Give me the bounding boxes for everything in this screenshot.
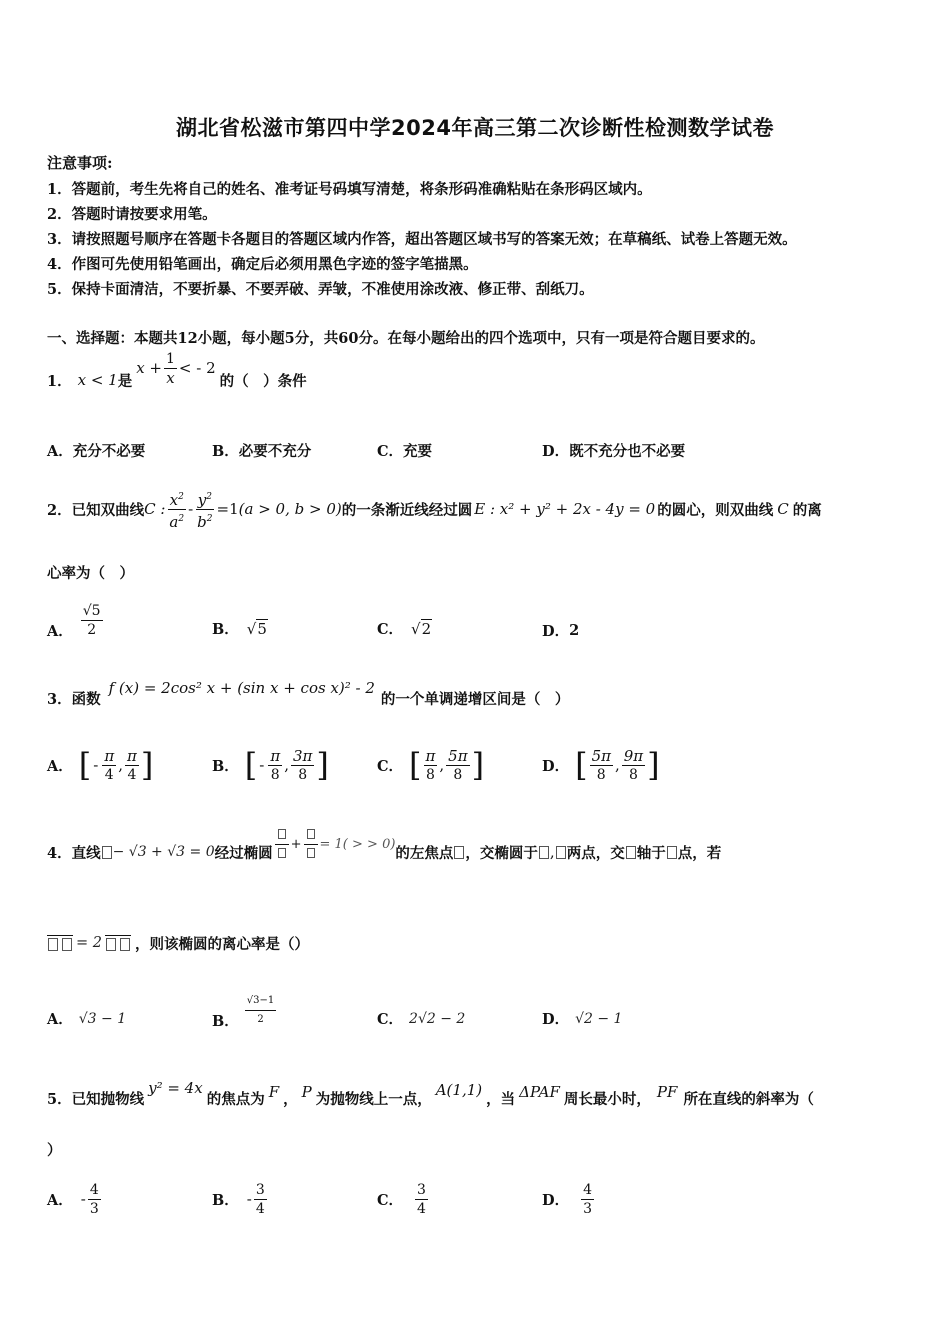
question-text: ， bbox=[283, 1090, 298, 1108]
option-c[interactable]: C． 2√2 − 2 bbox=[377, 1010, 466, 1028]
notice-item: 3．请按照题号顺序在答题卡各题目的答题区域内作答，超出答题区域书写的答案无效；在草稿纸、试卷上答题无效。 bbox=[47, 231, 797, 248]
option-c[interactable]: C． 充要 bbox=[377, 443, 433, 460]
question-text: 的左焦点 bbox=[395, 844, 454, 862]
question-text: 已知抛物线 bbox=[71, 1090, 145, 1108]
question-text: 的一个单调递增区间是（ ） bbox=[380, 690, 570, 708]
option-c[interactable]: C． [ $\frac{\pi}{8}$ , $\frac{5\pi}{8}$ ] bbox=[377, 746, 485, 784]
math-fraction: $\frac{x^2}{a^2}$ bbox=[167, 488, 186, 531]
question-text: 已知双曲线 bbox=[71, 501, 145, 519]
math-condition: (a > 0, b > 0) bbox=[238, 500, 342, 518]
question-text: 周长最小时， bbox=[563, 1090, 651, 1108]
option-d[interactable]: D． 2 bbox=[542, 622, 580, 640]
option-c[interactable]: C． $\frac{3}{4}$ bbox=[377, 1181, 426, 1217]
option-a[interactable]: A． √3 − 1 bbox=[47, 1010, 127, 1028]
option-b[interactable]: B． $\frac{√3-1}{2}$ bbox=[212, 990, 278, 1030]
question-text: ，交椭圆于 bbox=[465, 844, 538, 862]
option-a[interactable]: A． - $\frac{4}{3}$ bbox=[47, 1181, 99, 1217]
section-heading: 一、选择题：本题共12小题，每小题5分，共60分。在每小题给出的四个选项中，只有一项是符合题目要求的。 bbox=[47, 330, 765, 347]
notice-item: 1．答题前，考生先将自己的姓名、准考证号码填写清楚，将条形码准确粘贴在条形码区域内。 bbox=[47, 181, 652, 198]
notice-item: 5．保持卡面清洁，不要折暴、不要弄破、弄皱，不准使用涂改液、修正带、刮纸刀。 bbox=[47, 281, 594, 298]
question-4-continued bbox=[47, 925, 309, 961]
question-5-continued bbox=[47, 1139, 62, 1160]
math-expression: =1 bbox=[216, 500, 239, 518]
question-text: ，当 bbox=[486, 1090, 516, 1108]
option-b[interactable]: B． - $\frac{3}{4}$ bbox=[212, 1181, 265, 1217]
math-expression: ΔPAF bbox=[519, 1083, 560, 1101]
math-expression: < - 2 bbox=[178, 359, 216, 377]
question-text: 的一条渐近线经过圆 bbox=[341, 501, 473, 519]
question-text: 的圆心，则双曲线 bbox=[657, 501, 774, 519]
math-expression: C : bbox=[144, 500, 166, 518]
question-2 bbox=[47, 482, 822, 536]
question-text: ） bbox=[47, 1142, 62, 1159]
question-text: 心率为（ ） bbox=[47, 565, 134, 582]
question-text: 轴于 bbox=[636, 844, 666, 862]
question-number: 5． bbox=[47, 1090, 72, 1108]
question-text: 点，若 bbox=[677, 844, 722, 862]
math-symbol: C bbox=[777, 500, 789, 518]
math-symbol: P bbox=[301, 1083, 312, 1101]
question-number: 4． bbox=[47, 844, 72, 862]
option-d[interactable]: D． $\frac{4}{3}$ bbox=[542, 1181, 592, 1217]
option-d[interactable]: D． [ $\frac{5\pi}{8}$ , $\frac{9\pi}{8}$ ] bbox=[542, 746, 660, 784]
math-operator: - bbox=[188, 500, 194, 518]
question-text: 的离 bbox=[792, 501, 822, 519]
question-text: ，则该椭圆的离心率是（） bbox=[134, 935, 309, 953]
option-b[interactable]: B． √5 bbox=[212, 619, 267, 638]
option-b[interactable]: B． [ - $\frac{\pi}{8}$ , $\frac{3\pi}{8}$ ] bbox=[212, 746, 329, 784]
option-d[interactable]: D． 既不充分也不必要 bbox=[542, 443, 686, 460]
question-text: 函数 bbox=[71, 690, 101, 708]
math-expression: A(1,1) bbox=[435, 1081, 483, 1099]
notice-heading: 注意事项: bbox=[47, 154, 113, 172]
option-b[interactable]: B． 必要不充分 bbox=[212, 443, 312, 460]
math-expression: − √3 + √3 = 0 bbox=[112, 844, 215, 860]
question-text: 两点，交 bbox=[566, 844, 625, 862]
notice-item: 2．答题时请按要求用笔。 bbox=[47, 206, 217, 223]
option-c[interactable]: C． √2 bbox=[377, 619, 432, 638]
question-number: 2． bbox=[47, 501, 72, 519]
math-expression: x + bbox=[136, 359, 162, 377]
math-expression: E : x² + y² + 2x - 4y = 0 bbox=[474, 500, 656, 518]
math-symbol: F bbox=[268, 1083, 280, 1101]
question-5 bbox=[47, 1076, 814, 1120]
question-text: 为抛物线上一点， bbox=[315, 1090, 432, 1108]
page-title: 湖北省松滋市第四中学2024年高三第二次诊断性检测数学试卷 bbox=[176, 116, 774, 140]
math-expression: = 1( > > 0) bbox=[319, 836, 396, 852]
math-expression: y² = 4x bbox=[148, 1079, 203, 1097]
question-number: 3． bbox=[47, 690, 72, 708]
question-text: 是 bbox=[117, 372, 133, 390]
math-fraction: $\frac{1}{x}$ bbox=[166, 350, 175, 387]
question-text: 的焦点为 bbox=[206, 1090, 265, 1108]
question-number: 1． bbox=[47, 372, 72, 390]
question-3 bbox=[47, 680, 569, 716]
math-fraction: $\frac{y^2}{b^2}$ bbox=[195, 488, 214, 531]
math-expression: = 2 bbox=[76, 935, 102, 951]
question-text: 直线 bbox=[71, 844, 101, 862]
question-text: 所在直线的斜率为（ bbox=[683, 1090, 814, 1108]
option-a[interactable]: A． 充分不必要 bbox=[47, 443, 146, 460]
notice-item: 4．作图可先使用铅笔画出，确定后必须用黑色字迹的签字笔描黑。 bbox=[47, 256, 478, 273]
math-condition: x < 1 bbox=[77, 371, 118, 389]
option-a[interactable]: A． [ - $\frac{\pi}{4}$ , $\frac{\pi}{4}$ ] bbox=[47, 746, 154, 784]
question-text: 的（ ）条件 bbox=[219, 372, 307, 390]
question-2-continued bbox=[47, 562, 134, 583]
option-a[interactable]: A． $\frac{√5}{2}$ bbox=[47, 602, 101, 640]
question-1 bbox=[47, 350, 307, 402]
math-symbol: PF bbox=[656, 1083, 678, 1101]
math-expression: f (x) = 2cos² x + (sin x + cos x)² - 2 bbox=[108, 679, 375, 697]
option-d[interactable]: D． √2 − 1 bbox=[542, 1010, 623, 1028]
question-4: 4． 直线 − √3 + √3 = 0 经过椭圆 + = 1( > > 0) 的左焦点 ，交椭圆于 , 两点，交 轴于 点，若 bbox=[47, 832, 721, 872]
question-text: 经过椭圆 bbox=[214, 844, 273, 862]
